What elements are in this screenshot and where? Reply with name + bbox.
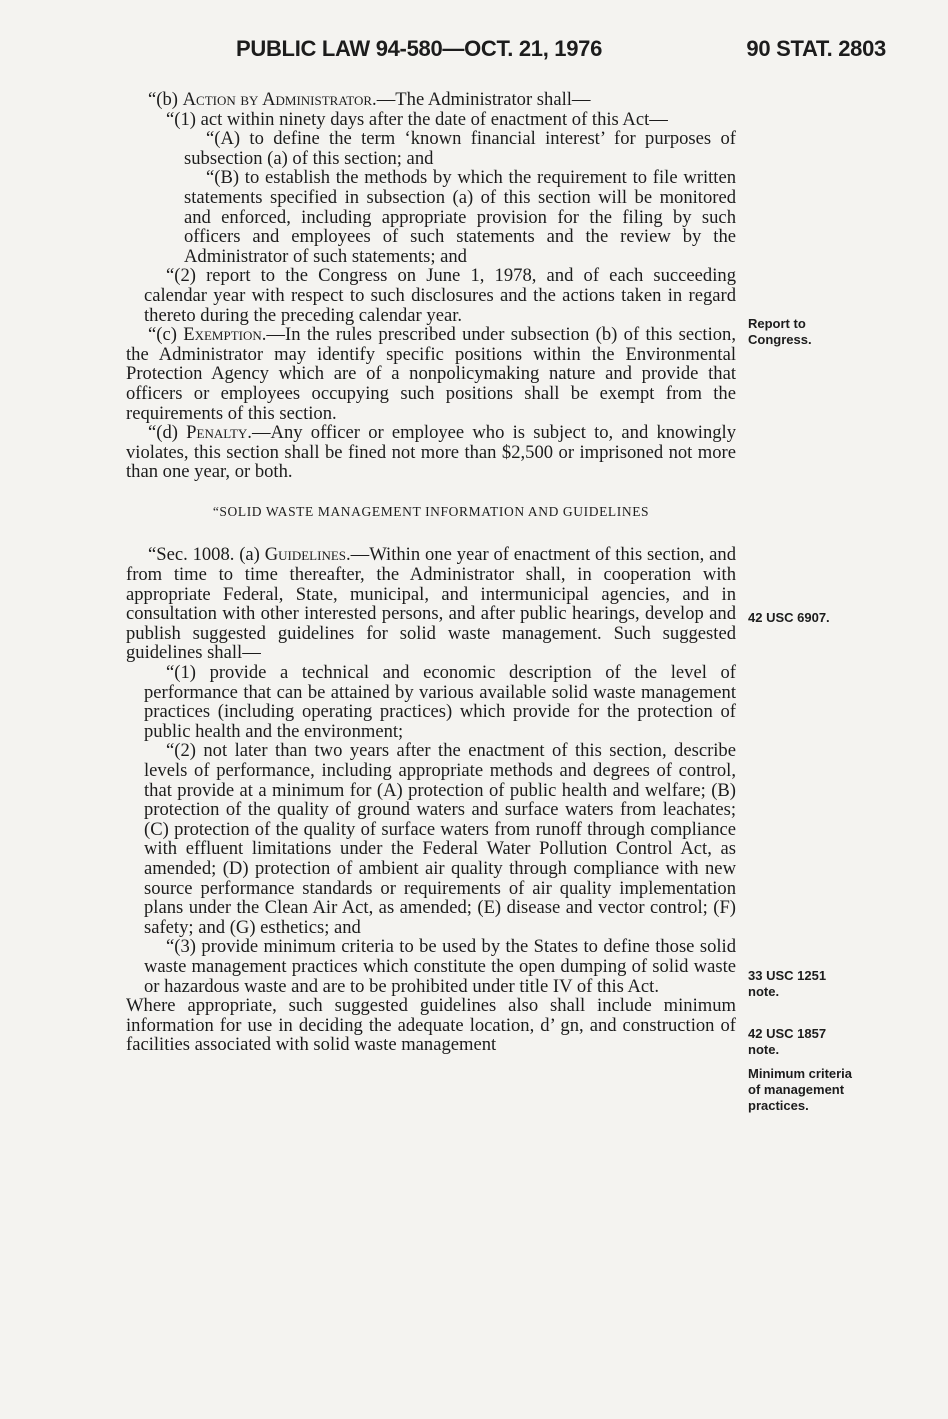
page-header bbox=[236, 36, 886, 68]
subsection-c-text: —In the rules prescribed under subsection (b) of this section, the Administrator may identify specific positions within the Environmental Protection Agency which are of a nonpolicymaking nature and provide that officers or employees occupying such positions shall be exempt from the requirements of this section. bbox=[126, 324, 736, 424]
section-1008-heading: Guidelines. bbox=[264, 544, 351, 566]
subsection-c-label: “(c) bbox=[148, 324, 184, 346]
margin-note-usc-1251 bbox=[748, 968, 826, 1000]
margin-note-criteria-line1: Minimum criteria bbox=[748, 1066, 853, 1081]
guideline-1: “(1) provide a technical and economic description of the level of performance that can be attained by various available solid waste management practices (including operating practices) which provide for the protection of public health and the environment; bbox=[144, 662, 736, 742]
paragraph-2: “(2) report to the Congress on June 1, 1978, and of each succeeding calendar year with respect to such disclosures and the actions taken in regard thereto during the preceding calendar year. bbox=[144, 265, 736, 326]
margin-note-report bbox=[748, 316, 812, 348]
subsection-b-label: “(b) bbox=[148, 89, 183, 110]
section-1008-label: “Sec. 1008. (a) bbox=[148, 544, 265, 566]
closing-paragraph: Where appropriate, such suggested guidelines also shall include minimum information for use in deciding the adequate location, d’ gn, and construction of facilities associated with solid waste management bbox=[126, 995, 736, 1056]
section-1008 bbox=[126, 545, 736, 663]
subsection-b bbox=[126, 90, 736, 110]
margin-note-usc-1857 bbox=[748, 1026, 826, 1058]
subsection-c-heading: Exemption. bbox=[183, 324, 267, 346]
subsection-d-heading: Penalty. bbox=[186, 422, 252, 444]
document-body bbox=[126, 90, 736, 1055]
margin-note-report-line2: Congress. bbox=[748, 332, 812, 347]
margin-note-usc-1251-line2: note. bbox=[748, 984, 780, 999]
paragraph-1: “(1) act within ninety days after the date of enactment of this Act— bbox=[166, 108, 668, 130]
margin-note-usc-6907-text: 42 USC 6907. bbox=[748, 610, 830, 625]
guideline-3: “(3) provide minimum criteria to be used by the States to define those solid waste management practices which constitute the open dumping of solid waste or hazardous waste and are to be prohibited under title IV of this Act. bbox=[144, 936, 736, 997]
margin-note-usc-6907 bbox=[748, 610, 830, 626]
subsection-b-heading: Action by Administrator. bbox=[182, 89, 377, 110]
stat-page-number: 90 STAT. 2803 bbox=[746, 36, 886, 61]
margin-note-usc-1857-line2: note. bbox=[748, 1042, 780, 1057]
margin-note-usc-1251-line1: 33 USC 1251 bbox=[748, 968, 827, 983]
clause-A: “(A) to define the term ‘known financial interest’ for purposes of subsection (a) of this section; and bbox=[184, 128, 736, 169]
margin-note-report-line1: Report to bbox=[748, 316, 806, 331]
subsection-b-text: —The Administrator shall— bbox=[376, 89, 591, 110]
subsection-d-text: —Any officer or employee who is subject to, and knowingly violates, this section shall be fined not more than $2,500 or imprisoned not more than one year, or both. bbox=[126, 422, 737, 483]
clause-B: “(B) to establish the methods by which the requirement to file written statements specified in subsection (a) of this section will be monitored and enforced, including appropriate provision for the filing by such officers and employees of such statements and the review by the Administrator of such statements; and bbox=[184, 167, 736, 267]
page-title: PUBLIC LAW 94-580—OCT. 21, 1976 bbox=[236, 36, 603, 61]
section-1008-text: —Within one year of enactment of this section, and from time to time thereafter, the Administrator shall, in cooperation with appropriate Federal, State, municipal, and intermunicipal agencies, and in consultation with other interested persons, and after public hearings, develop and publish suggested guidelines for solid waste management. Such suggested guidelines shall— bbox=[126, 544, 736, 664]
margin-note-criteria-line2: of management bbox=[748, 1082, 845, 1097]
margin-note-criteria-line3: practices. bbox=[748, 1098, 809, 1113]
subsection-d-label: “(d) bbox=[148, 422, 187, 444]
subsection-c bbox=[126, 325, 736, 423]
margin-note-minimum-criteria bbox=[748, 1066, 852, 1114]
margin-note-usc-1857-line1: 42 USC 1857 bbox=[748, 1026, 827, 1041]
guideline-2: “(2) not later than two years after the enactment of this section, describe levels of performance, including appropriate methods and degrees of control, that provide at a minimum for (A) protection of public health and welfare; (B) protection of the quality of ground waters and surface waters from leachates; (C) protection of the quality of surface waters from runoff through compliance with effluent limitations under the Federal Water Pollution Control Act, as amended; (D) protection of ambient air quality through compliance with new source performance standards or requirements of air quality implementation plans under the Clean Air Act, as amended; (E) disease and vector control; (F) safety; and (G) esthetics; and bbox=[144, 740, 736, 938]
subsection-d bbox=[126, 423, 736, 482]
section-heading: “SOLID WASTE MANAGEMENT INFORMATION AND GUIDELINES bbox=[212, 503, 650, 519]
